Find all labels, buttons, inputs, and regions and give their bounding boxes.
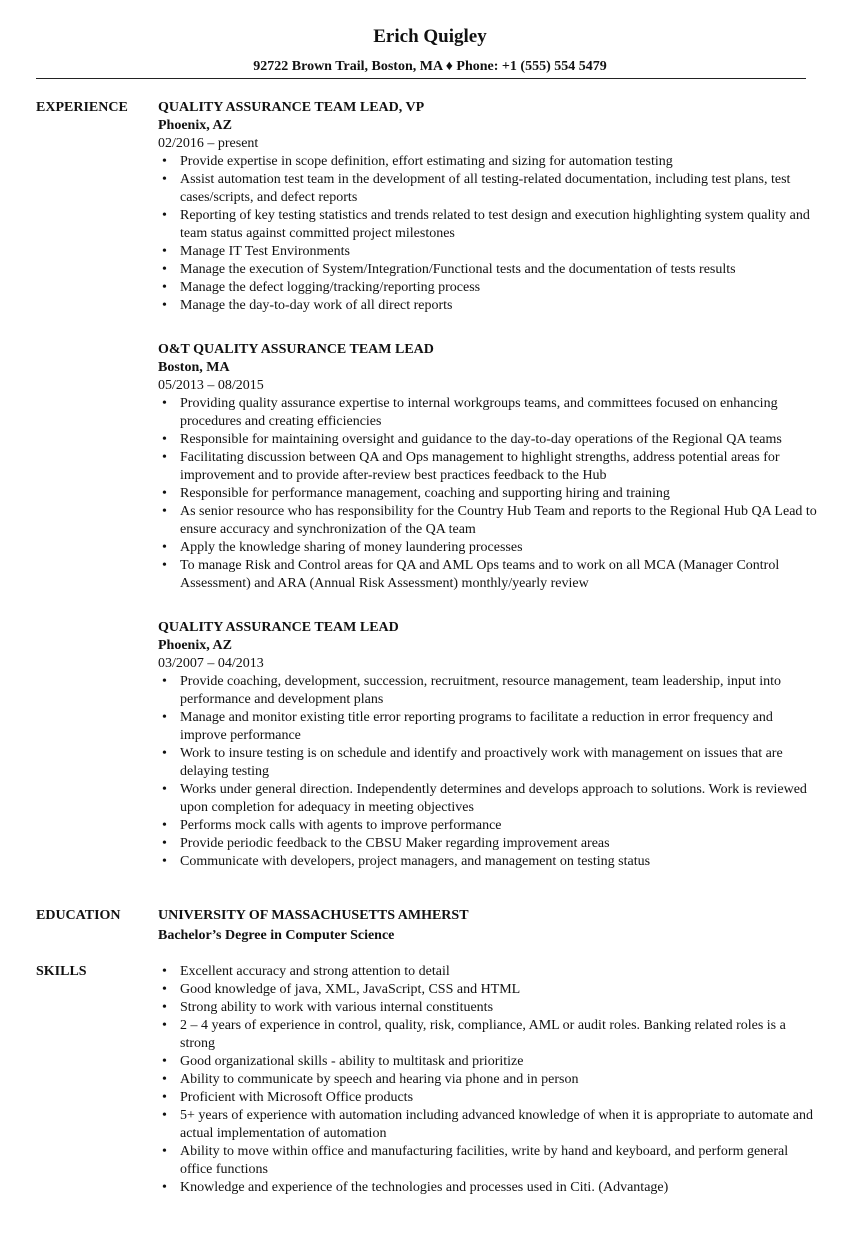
list-item: • Performs mock calls with agents to improve performance — [158, 817, 818, 835]
list-item: • Proficient with Microsoft Office products — [158, 1089, 818, 1107]
job-location: Phoenix, AZ — [158, 638, 232, 653]
list-item: • Communicate with developers, project managers, and management on testing status — [158, 853, 818, 871]
list-item: • 5+ years of experience with automation including advanced knowledge of when it is appropriate to automate and actual implementation of automation — [158, 1107, 818, 1143]
list-item: • Facilitating discussion between QA and Ops management to highlight strengths, address potential areas for improvement and to provide after-review best practices feedback to the Hub — [158, 449, 818, 485]
job-entry — [158, 99, 818, 315]
candidate-name: Erich Quigley — [373, 26, 487, 47]
job-bullet-list — [158, 395, 818, 593]
education-body — [158, 907, 818, 945]
experience-heading: EXPERIENCE — [36, 100, 128, 115]
list-item: • Manage IT Test Environments — [158, 243, 818, 261]
job-entry — [158, 341, 818, 593]
skills-body — [158, 963, 818, 1197]
list-item: • To manage Risk and Control areas for QA and AML Ops teams and to work on all MCA (Manager Control Assessment) and ARA (Annual Risk Assessment) monthly/yearly review — [158, 557, 818, 593]
school-name: UNIVERSITY OF MASSACHUSETTS AMHERST — [158, 908, 469, 923]
degree: Bachelor’s Degree in Computer Science — [158, 928, 395, 943]
list-item: • Apply the knowledge sharing of money laundering processes — [158, 539, 818, 557]
list-item: • Reporting of key testing statistics and trends related to test design and execution highlighting system quality and team status against committed project milestones — [158, 207, 818, 243]
education-heading: EDUCATION — [36, 908, 121, 923]
list-item: • Good knowledge of java, XML, JavaScript, CSS and HTML — [158, 981, 818, 999]
list-item: • Manage the day-to-day work of all direct reports — [158, 297, 818, 315]
list-item: • Ability to communicate by speech and hearing via phone and in person — [158, 1071, 818, 1089]
list-item: • Provide expertise in scope definition, effort estimating and sizing for automation testing — [158, 153, 818, 171]
list-item: • Strong ability to work with various internal constituents — [158, 999, 818, 1017]
job-bullet-list — [158, 673, 818, 871]
list-item: • Good organizational skills - ability to multitask and prioritize — [158, 1053, 818, 1071]
job-dates: 05/2013 – 08/2015 — [158, 378, 264, 393]
list-item: • Excellent accuracy and strong attention to detail — [158, 963, 818, 981]
job-title: QUALITY ASSURANCE TEAM LEAD, VP — [158, 100, 425, 115]
list-item: • Work to insure testing is on schedule and identify and proactively work with management on issues that are delaying testing — [158, 745, 818, 781]
job-entry — [158, 619, 818, 871]
list-item: • Responsible for maintaining oversight and guidance to the day-to-day operations of the Regional QA teams — [158, 431, 818, 449]
skills-heading: SKILLS — [36, 964, 87, 979]
job-bullet-list — [158, 153, 818, 315]
list-item: • Responsible for performance management, coaching and supporting hiring and training — [158, 485, 818, 503]
list-item: • Manage and monitor existing title error reporting programs to facilitate a reduction in error frequency and improve performance — [158, 709, 818, 745]
list-item: • Manage the execution of System/Integration/Functional tests and the documentation of tests results — [158, 261, 818, 279]
experience-body — [158, 99, 818, 897]
list-item: • 2 – 4 years of experience in control, quality, risk, compliance, AML or audit roles. Banking related roles is a strong — [158, 1017, 818, 1053]
list-item: • Manage the defect logging/tracking/reporting process — [158, 279, 818, 297]
list-item: • Providing quality assurance expertise to internal workgroups teams, and committees focused on enhancing procedures and creating efficiencies — [158, 395, 818, 431]
list-item: • Provide periodic feedback to the CBSU Maker regarding improvement areas — [158, 835, 818, 853]
job-location: Boston, MA — [158, 360, 230, 375]
job-dates: 03/2007 – 04/2013 — [158, 656, 264, 671]
list-item: • As senior resource who has responsibility for the Country Hub Team and reports to the Regional Hub QA Lead to ensure accuracy and synchronization of the QA team — [158, 503, 818, 539]
contact-line: 92722 Brown Trail, Boston, MA ♦ Phone: +1 (555) 554 5479 — [253, 59, 607, 74]
job-location: Phoenix, AZ — [158, 118, 232, 133]
skills-list — [158, 963, 818, 1197]
job-title: O&T QUALITY ASSURANCE TEAM LEAD — [158, 342, 434, 357]
list-item: • Works under general direction. Independently determines and develops approach to solutions. Work is reviewed upon completion for adequacy in meeting objectives — [158, 781, 818, 817]
job-title: QUALITY ASSURANCE TEAM LEAD — [158, 620, 399, 635]
job-dates: 02/2016 – present — [158, 136, 259, 151]
header-divider — [36, 78, 806, 79]
list-item: • Provide coaching, development, succession, recruitment, resource management, team leadership, input into performance and development plans — [158, 673, 818, 709]
list-item: • Knowledge and experience of the technologies and processes used in Citi. (Advantage) — [158, 1179, 818, 1197]
list-item: • Assist automation test team in the development of all testing-related documentation, including test plans, test cases/scripts, and defect reports — [158, 171, 818, 207]
list-item: • Ability to move within office and manufacturing facilities, write by hand and keyboard, and perform general office functions — [158, 1143, 818, 1179]
